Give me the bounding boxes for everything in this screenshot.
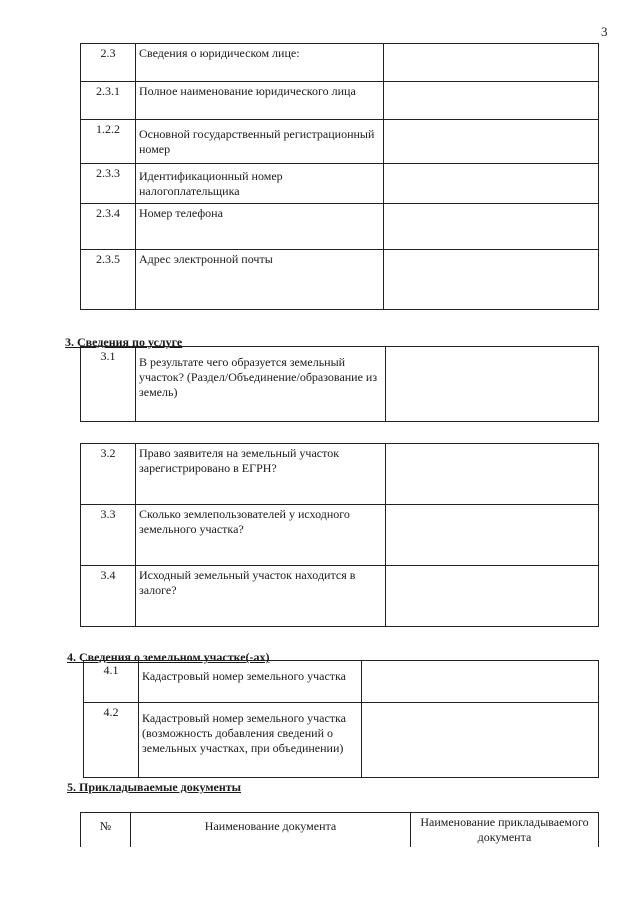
table-header-row (81, 813, 599, 848)
answer-cell[interactable] (384, 164, 599, 204)
table-row (81, 250, 599, 310)
answer-cell[interactable] (362, 703, 599, 778)
row-number: 3.4 (81, 566, 136, 627)
answer-cell[interactable] (386, 566, 599, 627)
table-row (81, 120, 599, 164)
row-label: Исходный земельный участок находится в залоге? (136, 566, 386, 627)
row-number: 4.1 (84, 661, 139, 703)
table-row (84, 661, 599, 703)
table-row (81, 505, 599, 566)
row-number: 3.1 (81, 347, 136, 422)
service-table-2 (80, 443, 599, 627)
row-number: 2.3.1 (81, 82, 136, 120)
section-3-title: 3. Сведения по услуге (65, 335, 183, 349)
answer-cell[interactable] (386, 347, 599, 422)
section-5-title: 5. Прикладываемые документы (67, 780, 242, 794)
answer-cell[interactable] (386, 505, 599, 566)
row-number: 1.2.2 (81, 120, 136, 164)
row-label: Сведения о юридическом лице: (136, 44, 384, 82)
row-number: 2.3.5 (81, 250, 136, 310)
row-label: Полное наименование юридического лица (136, 82, 384, 120)
row-label: Право заявителя на земельный участок зарегистрировано в ЕГРН? (136, 444, 386, 505)
documents-table (80, 812, 599, 847)
table-row (81, 164, 599, 204)
column-header-attached-document: Наименование прикладываемого документа (411, 813, 599, 848)
table-row (81, 204, 599, 250)
row-number: 4.2 (84, 703, 139, 778)
row-number: 2.3.3 (81, 164, 136, 204)
row-number: 3.2 (81, 444, 136, 505)
row-label: Кадастровый номер земельного участка (139, 661, 362, 703)
row-label: Номер телефона (136, 204, 384, 250)
answer-cell[interactable] (386, 444, 599, 505)
answer-cell[interactable] (384, 250, 599, 310)
table-row (81, 566, 599, 627)
table-row (81, 347, 599, 422)
answer-cell[interactable] (384, 120, 599, 164)
page-number: 3 (601, 24, 608, 39)
legal-entity-table (80, 43, 599, 310)
answer-cell[interactable] (384, 82, 599, 120)
row-number: 2.3 (81, 44, 136, 82)
column-header-document-name: Наименование документа (131, 813, 411, 848)
table-row (84, 703, 599, 778)
row-label: Кадастровый номер земельного участка (возможность добавления сведений о земельных участках, при объединении) (139, 703, 362, 778)
table-row (81, 444, 599, 505)
table-row (81, 82, 599, 120)
row-number: 3.3 (81, 505, 136, 566)
row-label: Основной государственный регистрационный номер (136, 120, 384, 164)
row-number: 2.3.4 (81, 204, 136, 250)
row-label: В результате чего образуется земельный участок? (Раздел/Объединение/образование из земель) (136, 347, 386, 422)
land-plot-table (83, 660, 599, 778)
answer-cell[interactable] (362, 661, 599, 703)
row-label: Идентификационный номер налогоплательщика (136, 164, 384, 204)
table-row (81, 44, 599, 82)
answer-cell[interactable] (384, 204, 599, 250)
answer-cell[interactable] (384, 44, 599, 82)
row-label: Сколько землепользователей у исходного земельного участка? (136, 505, 386, 566)
section-4-title: 4. Сведения о земельном участке(-ах) (67, 650, 270, 664)
row-label: Адрес электронной почты (136, 250, 384, 310)
column-header-number: № (81, 813, 131, 848)
service-table-1 (80, 346, 599, 422)
